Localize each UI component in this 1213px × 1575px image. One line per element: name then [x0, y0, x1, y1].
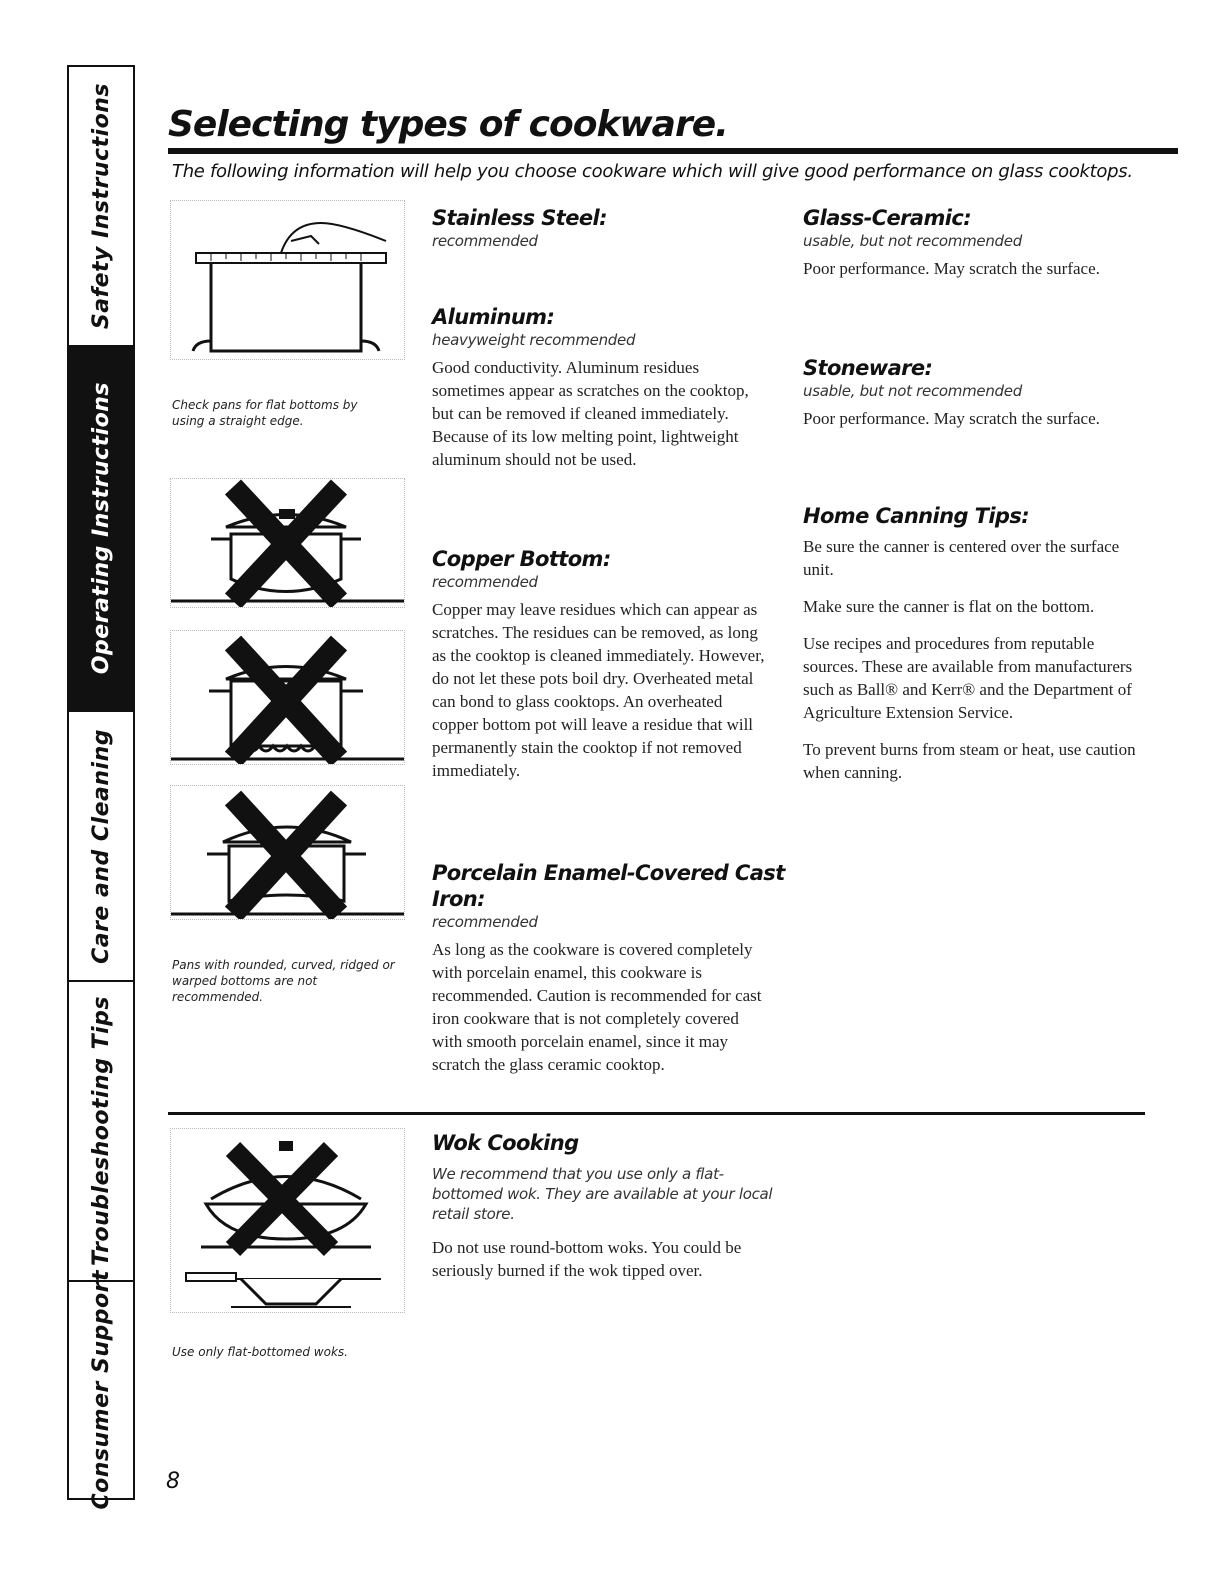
copper-bottom-note: recommended — [432, 573, 538, 591]
section-tab-bar — [67, 65, 135, 1510]
aluminum-note: heavyweight recommended — [432, 331, 636, 349]
wok-cooking-heading: Wok Cooking — [432, 1131, 579, 1155]
rounded-bottom-pan-illustration — [170, 478, 405, 608]
glass-ceramic-heading: Glass-Ceramic: — [803, 206, 972, 230]
tab-operating-instructions[interactable]: Operating Instructions — [69, 347, 133, 712]
section-aluminum — [432, 304, 767, 471]
section-porcelain-enamel — [432, 860, 792, 1076]
title-rule — [168, 148, 1178, 154]
caption-wok: Use only flat-bottomed woks. — [172, 1345, 348, 1359]
page-title: Selecting types of cookware. — [168, 104, 728, 145]
warped-bottom-pan-illustration — [170, 785, 405, 920]
caption-rounded-bottoms: Pans with rounded, curved, ridged or warped bottoms are not recommended. — [172, 958, 395, 1004]
tab-care-and-cleaning[interactable]: Care and Cleaning — [69, 712, 133, 982]
wok-illustration — [170, 1128, 405, 1313]
copper-bottom-heading: Copper Bottom: — [432, 547, 611, 571]
tab-consumer-support[interactable]: Consumer Support — [88, 1270, 114, 1510]
section-divider — [168, 1112, 1145, 1115]
aluminum-heading: Aluminum: — [432, 305, 555, 329]
canning-tip: To prevent burns from steam or heat, use caution when canning. — [803, 740, 1136, 782]
intro-text: The following information will help you choose cookware which will give good performance on glass cooktops. — [172, 161, 1133, 182]
wok-cooking-body: Do not use round-bottom woks. You could be seriously burned if the wok tipped over. — [432, 1238, 742, 1280]
wok-cooking-note: We recommend that you use only a flat-bottomed wok. They are available at your local retail store. — [432, 1165, 773, 1223]
section-stainless-steel — [432, 205, 767, 251]
home-canning-heading: Home Canning Tips: — [803, 504, 1030, 528]
section-glass-ceramic — [803, 205, 1133, 280]
canning-tip: Use recipes and procedures from reputable sources. These are available from manufacturers such as Ball® and Kerr® and the Department of Agriculture Extension Service. — [803, 634, 1133, 722]
canning-tip: Make sure the canner is flat on the bottom. — [803, 597, 1095, 616]
flat-pan-straightedge-illustration — [170, 200, 405, 360]
section-wok-cooking — [432, 1130, 802, 1282]
tab-troubleshooting-tips[interactable]: Troubleshooting Tips — [69, 982, 133, 1282]
section-home-canning — [803, 503, 1143, 784]
glass-ceramic-note: usable, but not recommended — [803, 232, 1022, 250]
aluminum-body: Good conductivity. Aluminum residues sometimes appear as scratches on the cooktop, but can be removed if cleaned immediately. Because of its low melting point, lightweight aluminum should not be used. — [432, 358, 749, 469]
canning-tip: Be sure the canner is centered over the surface unit. — [803, 537, 1120, 579]
caption-flat-bottoms: Check pans for flat bottoms by using a straight edge. — [172, 398, 358, 428]
section-stoneware — [803, 355, 1133, 430]
tab-safety-instructions[interactable]: Safety Instructions — [69, 67, 133, 347]
copper-bottom-body: Copper may leave residues which can appear as scratches. The residues can be removed, as long as the cooktop is cleaned immediately. However, do not let these pots boil dry. Overheated metal can bond to glass cooktops. An overheated copper bottom pot will leave a residue that will permanently stain the cooktop if not removed immediately. — [432, 600, 765, 780]
stainless-steel-heading: Stainless Steel: — [432, 206, 607, 230]
stoneware-note: usable, but not recommended — [803, 382, 1022, 400]
stoneware-heading: Stoneware: — [803, 356, 933, 380]
stainless-steel-note: recommended — [432, 232, 538, 250]
glass-ceramic-body: Poor performance. May scratch the surface. — [803, 259, 1100, 278]
ridged-bottom-pan-illustration — [170, 630, 405, 765]
porcelain-enamel-body: As long as the cookware is covered completely with porcelain enamel, this cookware is recommended. Caution is recommended for cast iron cookware that is not completely covered with smooth porcelain enamel, since it may scratch the glass ceramic cooktop. — [432, 940, 762, 1074]
stoneware-body: Poor performance. May scratch the surface. — [803, 409, 1100, 428]
page-number: 8 — [166, 1469, 180, 1494]
porcelain-enamel-heading: Porcelain Enamel-Covered Cast Iron: — [432, 861, 785, 911]
section-copper-bottom — [432, 546, 767, 782]
porcelain-enamel-note: recommended — [432, 913, 538, 931]
